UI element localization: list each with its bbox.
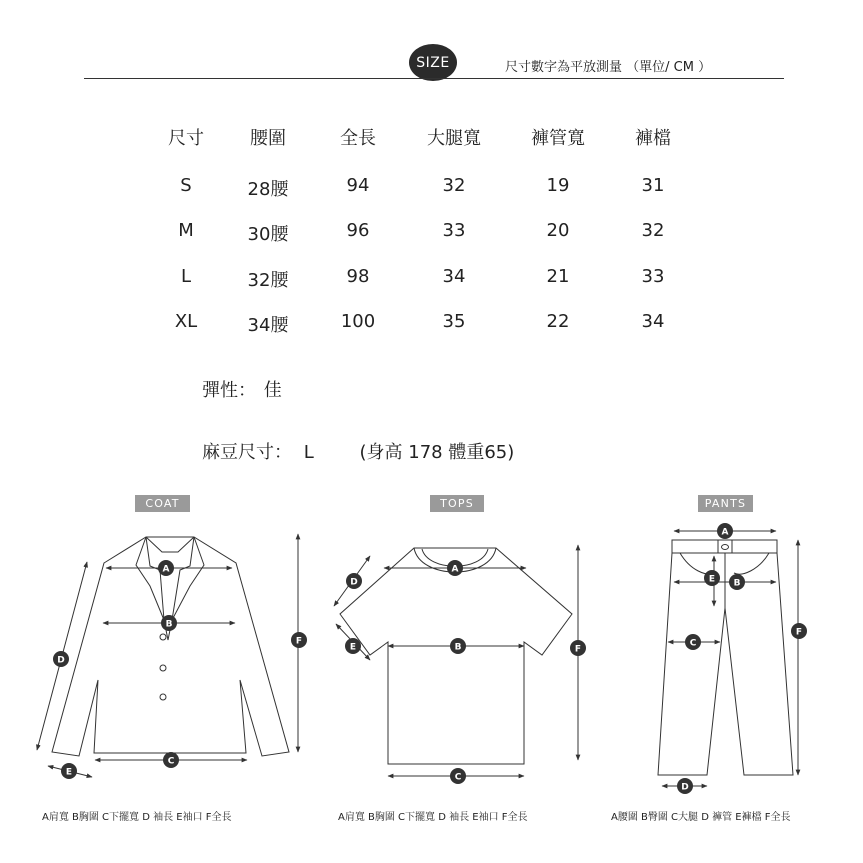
table-cell: 35	[442, 311, 466, 332]
size-badge: SIZE	[409, 44, 457, 81]
measurement-note: 尺寸數字為平放測量 （單位/ CM ）	[505, 60, 712, 75]
model-size: L	[303, 442, 314, 463]
svg-text:F: F	[795, 627, 803, 638]
table-cell: XL	[174, 311, 198, 332]
svg-text:A: A	[721, 527, 729, 538]
marker-f-badge	[570, 640, 586, 656]
svg-text:D: D	[350, 577, 358, 588]
pants-legend: A腰圍 B臀圍 C大腿 D 褲管 E褲檔 F全長	[611, 812, 791, 823]
table-cell: 32	[641, 220, 665, 241]
table-cell: L	[180, 266, 192, 287]
model-label: 麻豆尺寸：	[202, 442, 292, 463]
table-cell: 34	[442, 266, 466, 287]
svg-text:C: C	[454, 772, 462, 783]
marker-d-badge	[346, 573, 362, 589]
marker-b-badge	[729, 574, 745, 590]
tops-tag: TOPS	[430, 495, 484, 512]
table-cell: 34腰	[247, 315, 289, 336]
table-cell: 22	[546, 311, 570, 332]
tops-legend: A肩寬 B胸圍 C下擺寬 D 袖長 E袖口 F全長	[338, 812, 528, 823]
coat-tag: COAT	[135, 495, 190, 512]
header-cell: 大腿寬	[427, 128, 481, 149]
marker-e-badge	[61, 763, 77, 779]
svg-text:B: B	[454, 642, 462, 653]
table-cell: 94	[346, 175, 370, 196]
svg-text:E: E	[708, 574, 716, 585]
header-cell: 褲檔	[635, 128, 671, 149]
marker-c-badge	[163, 752, 179, 768]
table-cell: 32	[442, 175, 466, 196]
marker-b-badge	[450, 638, 466, 654]
tops-drawing	[340, 548, 572, 764]
marker-d-badge	[677, 778, 693, 794]
table-cell: 28腰	[247, 179, 289, 200]
pants-drawing	[658, 540, 793, 775]
marker-c-badge	[685, 634, 701, 650]
table-cell: 100	[340, 311, 376, 332]
marker-a-badge	[158, 560, 174, 576]
marker-f-badge	[291, 632, 307, 648]
table-cell: S	[180, 175, 192, 196]
marker-f-badge	[791, 623, 807, 639]
svg-text:E: E	[349, 642, 357, 653]
table-cell: 33	[641, 266, 665, 287]
coat-legend: A肩寬 B胸圍 C下擺寬 D 袖長 E袖口 F全長	[42, 812, 232, 823]
svg-text:A: A	[162, 564, 170, 575]
model-detail: (身高 178 體重65)	[359, 442, 515, 463]
table-cell: 19	[546, 175, 570, 196]
marker-c-badge	[450, 768, 466, 784]
svg-text:C: C	[167, 756, 175, 767]
header-cell: 腰圍	[250, 128, 286, 149]
svg-text:F: F	[574, 644, 582, 655]
svg-text:C: C	[689, 638, 697, 649]
svg-text:D: D	[681, 782, 689, 793]
elasticity-value: 佳	[263, 380, 282, 401]
table-cell: 32腰	[247, 270, 289, 291]
svg-text:D: D	[57, 655, 65, 666]
table-cell: 30腰	[247, 224, 289, 245]
table-cell: 20	[546, 220, 570, 241]
svg-text:F: F	[295, 636, 303, 647]
table-cell: 31	[641, 175, 665, 196]
pants-tag: PANTS	[698, 495, 753, 512]
table-cell: 21	[546, 266, 570, 287]
table-cell: 98	[346, 266, 370, 287]
header-cell: 全長	[340, 128, 376, 149]
marker-a-badge	[447, 560, 463, 576]
marker-d-badge	[53, 651, 69, 667]
marker-e-badge	[704, 570, 720, 586]
svg-text:B: B	[733, 578, 741, 589]
marker-e-badge	[345, 638, 361, 654]
svg-text:E: E	[65, 767, 73, 778]
header-cell: 褲管寬	[531, 128, 585, 149]
svg-text:A: A	[451, 564, 459, 575]
table-cell: 33	[442, 220, 466, 241]
table-cell: 34	[641, 311, 665, 332]
marker-a-badge	[717, 523, 733, 539]
table-cell: 96	[346, 220, 370, 241]
table-cell: M	[178, 220, 194, 241]
marker-b-badge	[161, 615, 177, 631]
svg-text:B: B	[165, 619, 173, 630]
header-cell: 尺寸	[168, 128, 204, 149]
elasticity-label: 彈性：	[202, 380, 256, 401]
